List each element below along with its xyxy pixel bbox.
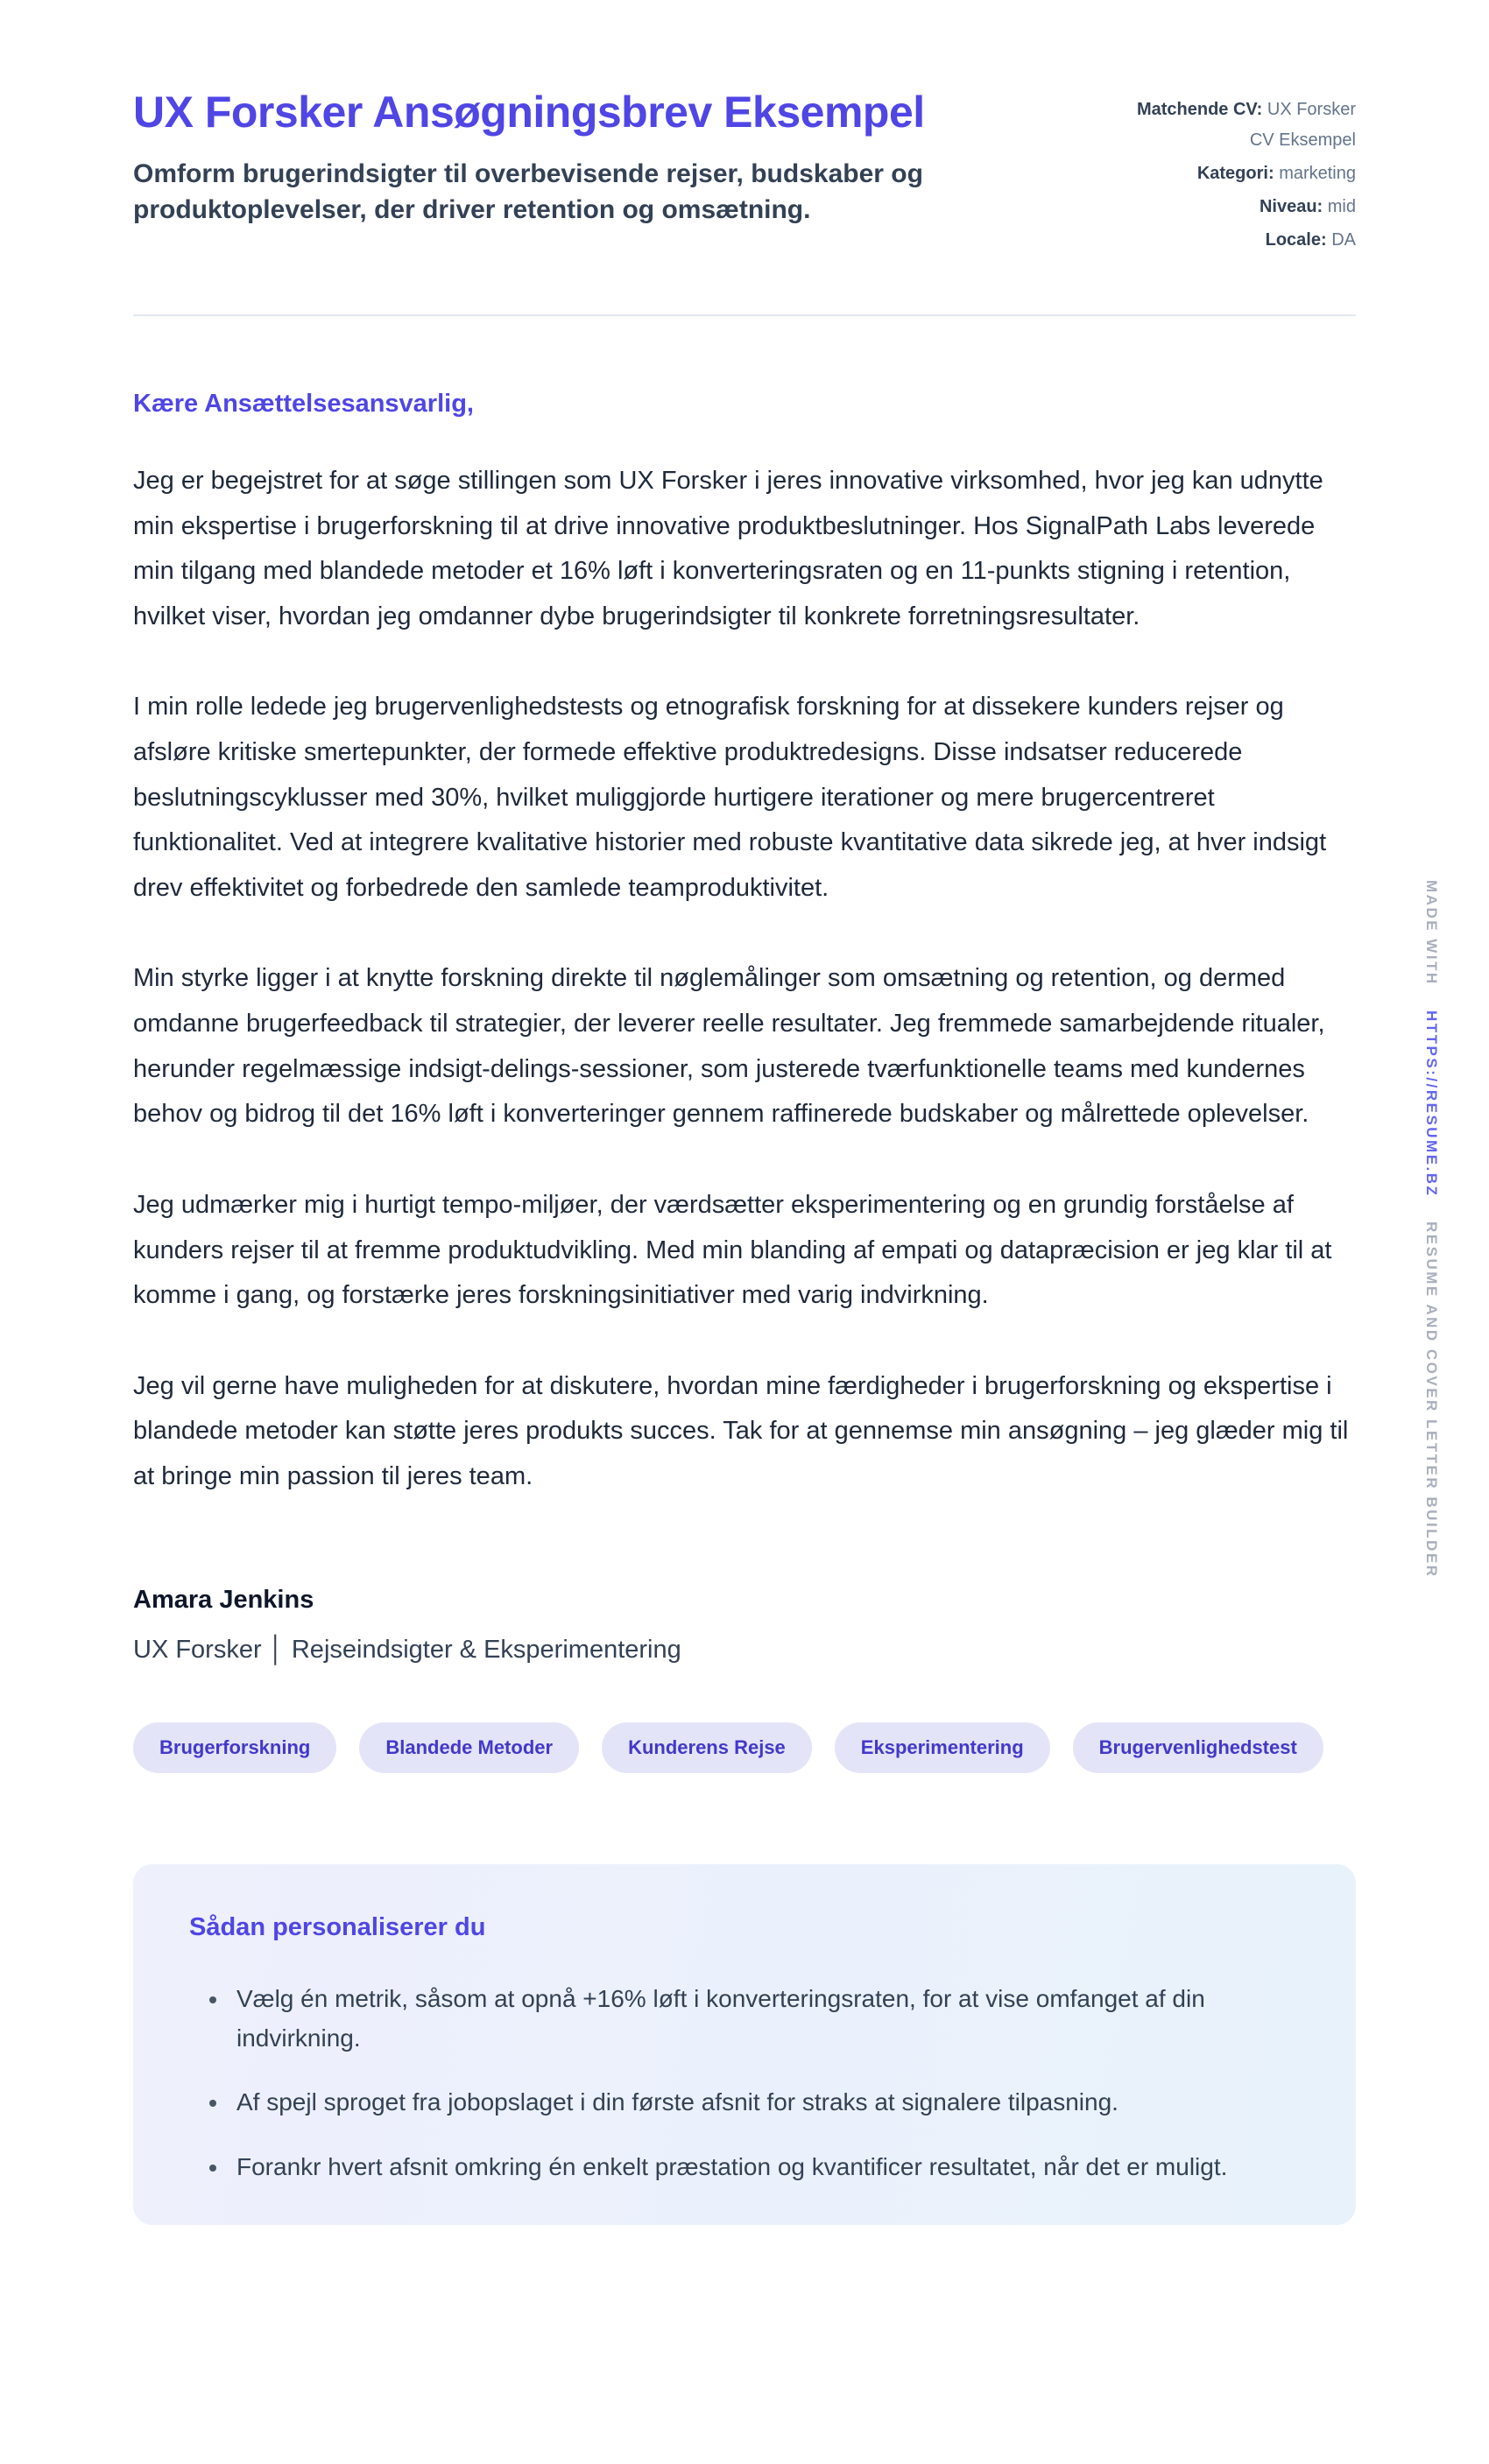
page-header: [133, 88, 1356, 258]
watermark-resume-bz-link[interactable]: HTTPS://RESUME.BZ: [1423, 1010, 1440, 1198]
cover-letter-body: [133, 390, 1356, 1665]
letter-paragraph: Jeg vil gerne have muligheden for at diskutere, hvordan mine færdigheder i brugerforskning og ekspertise i blandede metoder kan støtte jeres produkts succes. Tak for at gennemse min ansøgning – jeg glæder mig til at bringe min passion til jeres team.: [133, 1371, 1349, 1490]
meta-block: [1126, 88, 1356, 258]
meta-level-value: mid: [1327, 197, 1356, 216]
tip-item: • Forankr hvert afsnit omkring én enkelt præstation og kvantificer resultatet, når det er muligt.: [229, 2147, 1300, 2186]
meta-matching-cv-label: Matchende CV:: [1136, 100, 1263, 119]
meta-category-label: Kategori:: [1196, 164, 1274, 183]
letter-paragraph: I min rolle ledede jeg brugervenlighedstests og etnografisk forskning for at dissekere kunders rejser og afsløre kritiske smertepunkter, der formede effektive produktredesigns. Disse indsatser reducerede beslutningscyklusser med 30%, hvilket muliggjorde hurtigere iterationer og mere brugercentreret funktionalitet. Ved at integrere kvalitative historier med robuste kvantitative data sikrede jeg, at hver indsigt drev effektivitet og forbedrede den samlede teamproduktivitet.: [133, 693, 1327, 902]
letter-paragraph: Jeg er begejstret for at søge stillingen som UX Forsker i jeres innovative virksomhed, hvor jeg kan udnytte min ekspertise i brugerforskning til at drive innovative produktbeslutninger. Hos SignalPath Labs leverede min tilgang med blandede metoder et 16% løft i konverteringsraten og en 11-punkts stigning i retention, hvilket viser, hvordan jeg omdanner dybe brugerindsigter til konkrete forretningsresultater.: [133, 467, 1323, 630]
meta-row-locale: [1126, 225, 1356, 256]
personalization-tips-box: [133, 1864, 1356, 2225]
meta-locale-value: DA: [1331, 230, 1356, 250]
meta-level-label: Niveau:: [1259, 197, 1323, 216]
meta-locale-label: Locale:: [1265, 230, 1327, 250]
tag-badge: Brugervenlighedstest: [1073, 1722, 1323, 1773]
page-container: [133, 0, 1356, 2225]
letter-paragraph: Min styrke ligger i at knytte forskning direkte til nøglemålinger som omsætning og retention, og dermed omdanne brugerfeedback til strategier, der leverer reelle resultater. Jeg fremmede samarbejdende ritualer, herunder regelmæssige indsigt-delings-sessioner, som justerede tværfunktionelle teams med kundernes behov og bidrog til det 16% løft i konverteringer gennem raffinerede budskaber og målrettede oplevelser.: [133, 964, 1325, 1129]
tag-list: [133, 1722, 1356, 1773]
header-title-block: [133, 88, 1035, 228]
tips-heading: Sådan personaliserer du: [189, 1912, 486, 1941]
page-subtitle: Omform brugerindsigter til overbevisende rejser, budskaber og produktoplevelser, der driver retention og omsætning.: [133, 158, 923, 224]
signature-name: Amara Jenkins: [133, 1585, 314, 1614]
header-divider: [133, 314, 1356, 316]
tip-item: • Af spejl sproget fra jobopslaget i din første afsnit for straks at signalere tilpasning.: [229, 2082, 1300, 2122]
meta-row-matching-cv: [1126, 95, 1356, 156]
letter-salutation: Kære Ansættelsesansvarlig,: [133, 390, 474, 418]
tag-badge: Blandede Metoder: [359, 1722, 579, 1773]
watermark-suffix: RESUME AND COVER LETTER BUILDER: [1423, 1221, 1440, 1579]
watermark-prefix: MADE WITH: [1423, 880, 1440, 986]
tag-badge: Brugerforskning: [133, 1722, 336, 1773]
letter-paragraph: Jeg udmærker mig i hurtigt tempo-miljøer, der værdsætter eksperimentering og en grundig forståelse af kunders rejser til at fremme produktudvikling. Med min blanding af empati og datapræcision er jeg klar til at komme i gang, og forstærke jeres forskningsinitiativer med varig indvirkning.: [133, 1190, 1332, 1310]
tips-list: [189, 1979, 1300, 2186]
meta-category-value: marketing: [1279, 164, 1356, 183]
page-title: UX Forsker Ansøgningsbrev Eksempel: [133, 88, 925, 137]
signature-role: UX Forsker │ Rejseindsigter & Eksperimentering: [133, 1635, 681, 1664]
meta-row-category: [1126, 158, 1356, 189]
tip-item: • Vælg én metrik, såsom at opnå +16% løft i konverteringsraten, for at vise omfanget af din indvirkning.: [229, 1979, 1300, 2059]
tag-badge: Kunderens Rejse: [602, 1722, 812, 1773]
meta-row-level: [1126, 192, 1356, 222]
meta-matching-cv-value: UX Forsker CV Eksempel: [1249, 100, 1356, 150]
tag-badge: Eksperimentering: [835, 1722, 1050, 1773]
signature-block: [133, 1586, 1356, 1665]
made-with-watermark: [1422, 880, 1440, 1579]
